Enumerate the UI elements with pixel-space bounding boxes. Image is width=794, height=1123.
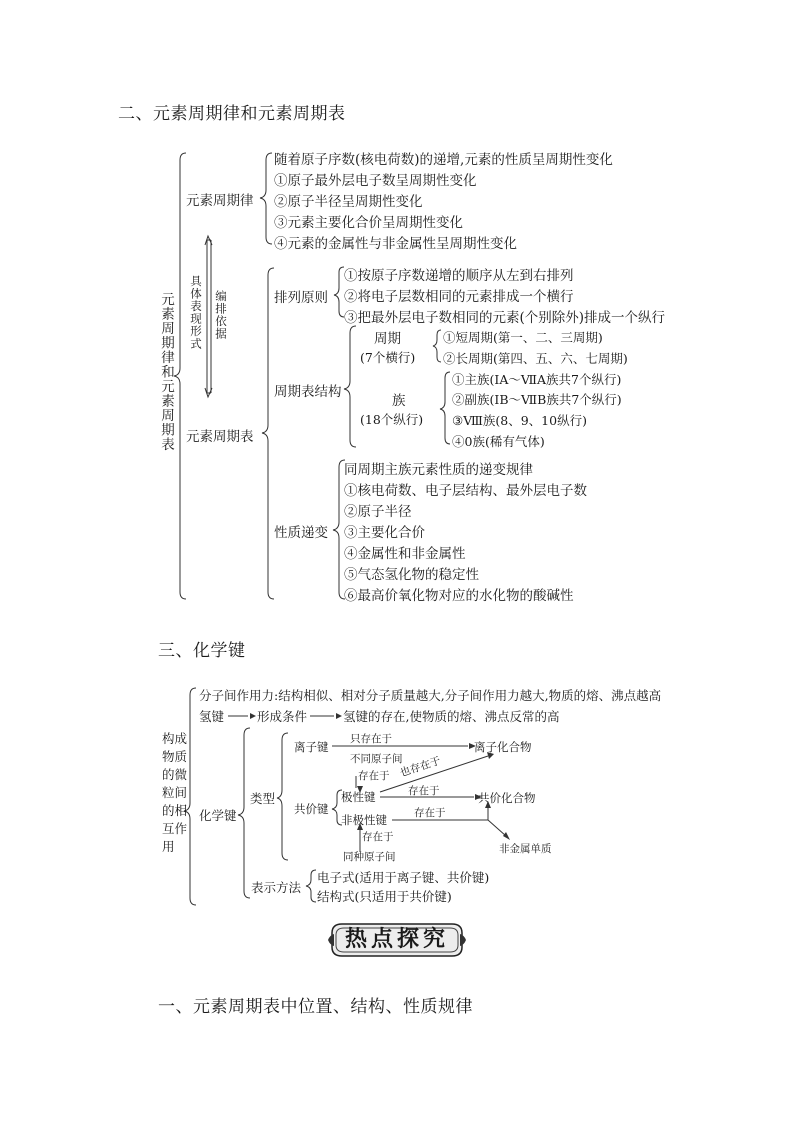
ionic-bond: 离子键 <box>294 740 329 754</box>
covalent-bond: 共价键 <box>294 802 329 816</box>
table-label: 元素周期表 <box>186 429 254 445</box>
arrangement-item-0: ①按原子序数递增的顺序从左到右排列 <box>344 268 574 284</box>
law-item-1: ①原子最外层电子数呈周期性变化 <box>274 173 477 189</box>
group-item-0: ①主族(ⅠA～ⅦA族共7个纵行) <box>452 372 622 387</box>
law-item-4: ④元素的金属性与非金属性呈周期性变化 <box>274 236 517 252</box>
arrangement-item-2: ③把最外层电子数相同的元素(个别除外)排成一个纵行 <box>344 310 666 326</box>
group-sub: (18个纵行) <box>360 412 424 427</box>
ionic-compound: 离子化合物 <box>474 740 532 754</box>
law-item-0: 随着原子序数(核电荷数)的递增,元素的性质呈周期性变化 <box>274 152 613 168</box>
repr-item-1: 结构式(只适用于共价键) <box>317 889 452 904</box>
period-sub: (7个横行) <box>360 350 416 365</box>
law-item-3: ③元素主要化合价呈周期性变化 <box>274 215 463 231</box>
law-label: 元素周期律 <box>186 193 254 209</box>
exists-in-label: 存在于 <box>358 770 390 782</box>
hbond-middle: 形成条件 <box>257 709 308 724</box>
exists-in-label-2: 存在于 <box>408 785 440 797</box>
period-item-1: ②长周期(第四、五、六、七周期) <box>443 351 628 366</box>
group-item-3: ④0族(稀有气体) <box>452 434 545 449</box>
covalent-compound: 共价化合物 <box>478 791 536 805</box>
chemical-bond-label: 化学键 <box>199 808 237 823</box>
intermolecular-text: 分子间作用力:结构相似、相对分子质量越大,分子间作用力越大,物质的熔、沸点越高 <box>199 688 662 703</box>
hbond-end: 氢键的存在,使物质的熔、沸点反常的高 <box>343 709 560 724</box>
hot-topic-banner <box>328 921 466 959</box>
trend-item-4: ④金属性和非金属性 <box>344 546 466 562</box>
root-label-bond: 构成物质的微粒间的相互作用 <box>162 731 188 854</box>
diff-atoms-label: 不同原子间 <box>350 753 403 765</box>
law-item-2: ②原子半径呈周期性变化 <box>274 194 423 210</box>
also-exists-in-label: 也存在于 <box>398 754 443 780</box>
nonpolar-bond: 非极性键 <box>341 813 387 827</box>
trend-label: 性质递变 <box>274 525 328 541</box>
group-label: 族 <box>392 393 406 409</box>
trend-item-5: ⑤气态氢化物的稳定性 <box>344 567 479 583</box>
arrangement-item-1: ②将电子层数相同的元素排成一个横行 <box>344 289 574 305</box>
group-item-2: ③Ⅷ族(8、9、10纵行) <box>452 413 587 428</box>
type-label: 类型 <box>250 791 276 806</box>
trend-item-6: ⑥最高价氧化物对应的水化物的酸碱性 <box>344 588 574 604</box>
same-atoms-label: 同种原子间 <box>343 851 396 863</box>
trend-item-1: ①核电荷数、电子层结构、最外层电子数 <box>344 483 587 499</box>
period-item-0: ①短周期(第一、二、三周期) <box>443 330 603 345</box>
group-item-1: ②副族(ⅠB～ⅦB族共7个纵行) <box>452 392 622 407</box>
section-heading-periodic: 二、元素周期律和元素周期表 <box>118 104 346 124</box>
banner-text: 热点探究 <box>344 927 449 952</box>
root-label-periodic: 元素周期律和元素周期表 <box>158 292 174 452</box>
trend-item-0: 同周期主族元素性质的递变规律 <box>344 462 533 478</box>
trend-item-2: ②原子半径 <box>344 504 412 520</box>
trend-item-3: ③主要化合价 <box>344 525 425 541</box>
section-heading-hot: 一、元素周期表中位置、结构、性质规律 <box>158 997 473 1017</box>
arrow-down-label: 具体表现形式 <box>189 275 203 350</box>
hbond-start: 氢键 <box>199 709 225 724</box>
polar-bond: 极性键 <box>341 790 376 804</box>
section-heading-bond: 三、化学键 <box>158 641 246 661</box>
nonmetal-element: 非金属单质 <box>499 843 552 855</box>
representation-label: 表示方法 <box>251 880 302 895</box>
only-in-label: 只存在于 <box>350 733 392 745</box>
arrangement-label: 排列原则 <box>274 290 328 306</box>
exists-in-label-4: 存在于 <box>362 831 394 843</box>
exists-in-label-3: 存在于 <box>414 807 446 819</box>
repr-item-0: 电子式(适用于离子键、共价键) <box>317 870 490 885</box>
structure-label: 周期表结构 <box>274 384 342 400</box>
arrow-up-label: 编排依据 <box>214 290 228 340</box>
period-label: 周期 <box>374 331 401 347</box>
